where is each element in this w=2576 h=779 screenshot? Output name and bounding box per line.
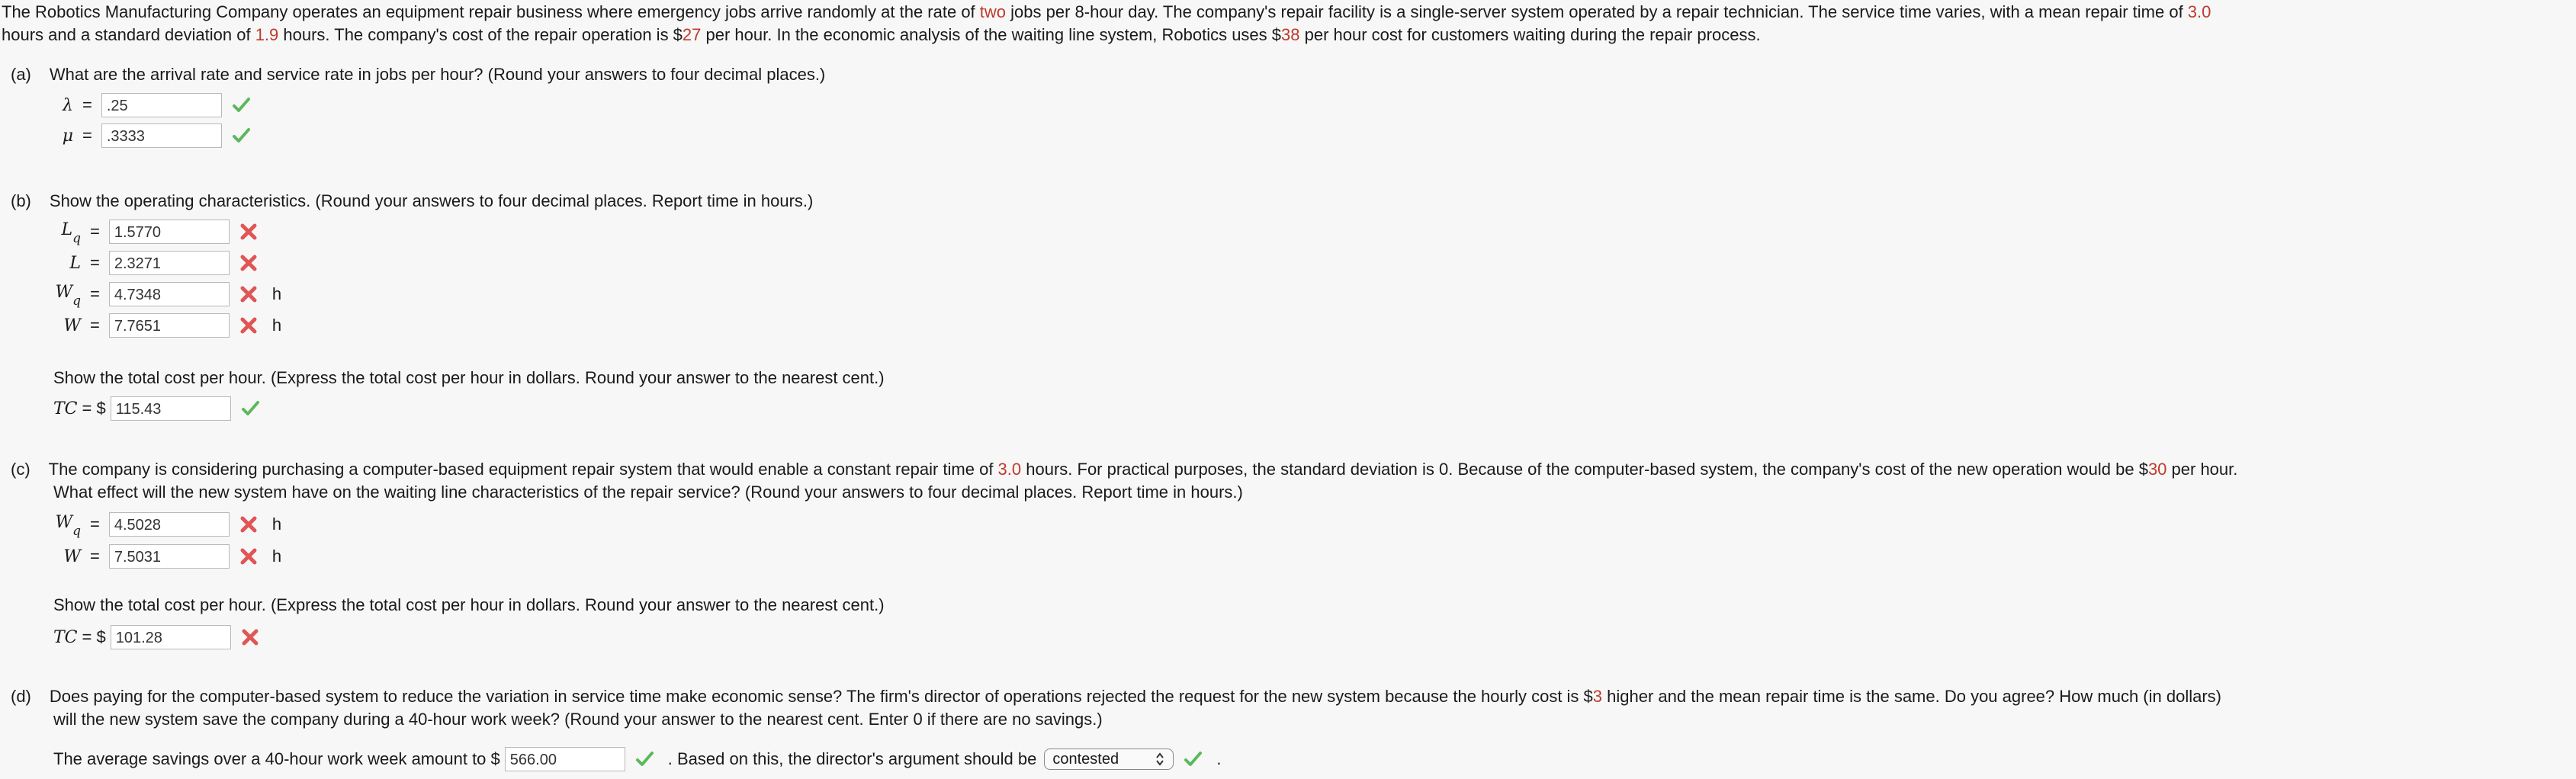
x-icon (240, 627, 260, 647)
tc-c-input[interactable]: 101.28 (111, 625, 231, 649)
wq-input[interactable]: 4.7348 (109, 282, 230, 306)
w-c-input[interactable]: 7.5031 (109, 544, 230, 569)
w-c-row: W = 7.5031 h (53, 543, 281, 570)
part-c-line-2: What effect will the new system have on the waiting line characteristics of the repair service? (Round your answers to four decimal places. Report time in hours.) (53, 482, 1243, 502)
wq-row: $W_q$ = 4.7348 h (53, 281, 281, 308)
tc-b-input[interactable]: 115.43 (111, 396, 231, 421)
tc-label: TC (53, 627, 78, 647)
mu-input[interactable]: .3333 (101, 123, 222, 148)
w-label: W (63, 316, 81, 335)
part-d-line-1: (d) Does paying for the computer-based system to reduce the variation in service time make economic sense? The firm's director of operations rejected the request for the new system because the hourly cost is $3 higher and the mean repair time is the same. Do you agree? How much (in dollars) (11, 687, 2221, 706)
x-icon (239, 547, 259, 566)
x-icon (239, 222, 259, 242)
part-c-line-1: (c) The company is considering purchasing a computer-based equipment repair system that would enable a constant repair time of 3.0 hours. For practical purposes, the standard deviation is 0. Because of the computer-based system, the company's cost of the new operation would be $30 per hour. (11, 460, 2238, 479)
lambda-label: λ (63, 95, 73, 115)
intro-line-1: The Robotics Manufacturing Company operates an equipment repair business where emergency jobs arrive randomly at the rate of two jobs per 8-hour day. The company's repair facility is a single-server system operated by a repair technician. The service time varies, with a mean repair time of 3.0 (2, 2, 2211, 21)
director-select-value: contested (1052, 750, 1119, 768)
lq-input[interactable]: 1.5770 (109, 220, 230, 244)
part-a-question: (a) What are the arrival rate and service rate in jobs per hour? (Round your answers to four decimal places.) (11, 65, 826, 84)
lq-label: $L_q$ (61, 220, 81, 246)
part-d-line-2: will the new system save the company during a 40-hour work week? (Round your answer to the nearest cent. Enter 0 if there are no savings.) (53, 710, 1103, 729)
wq-c-input[interactable]: 4.5028 (109, 512, 230, 537)
lq-row: $L_q$ = 1.5770 (53, 218, 259, 245)
sentence-end: . (1216, 749, 1222, 768)
part-c-cost-prompt: Show the total cost per hour. (Express the total cost per hour in dollars. Round your answer to the nearest cent.) (53, 595, 885, 614)
intro-line-2: hours and a standard deviation of 1.9 hours. The company's cost of the repair operation is $27 per hour. In the economic analysis of the waiting line system, Robotics uses $38 per hour cost for customers waiting during the repair process. (2, 25, 1761, 44)
updown-chevron-icon (1155, 752, 1165, 767)
check-icon (240, 399, 260, 418)
check-icon (634, 749, 654, 769)
savings-row (53, 745, 1221, 773)
mu-label: μ (62, 126, 73, 146)
director-prompt: . Based on this, the director's argument should be (667, 749, 1037, 768)
part-b-question: (b) Show the operating characteristics. (Round your answers to four decimal places. Report time in hours.) (11, 191, 814, 210)
wq-label: $W_q$ (55, 283, 81, 309)
part-b-cost-prompt: Show the total cost per hour. (Express the total cost per hour in dollars. Round your answer to the nearest cent.) (53, 368, 885, 387)
check-icon (231, 95, 251, 115)
unit-hours: h (271, 515, 282, 534)
x-icon (239, 316, 259, 335)
tc-label: TC (53, 399, 78, 418)
unit-hours: h (271, 284, 282, 303)
wq-c-label: $W_q$ (55, 513, 81, 539)
check-icon (231, 126, 251, 146)
lambda-input[interactable]: .25 (101, 93, 222, 117)
x-icon (239, 515, 259, 534)
lambda-row: λ = .25 (53, 91, 251, 119)
savings-input[interactable]: 566.00 (505, 747, 625, 771)
unit-hours: h (271, 316, 282, 335)
x-icon (239, 284, 259, 304)
wq-c-row: $W_q$ = 4.5028 h (53, 511, 281, 538)
tc-b-row: TC = $ 115.43 (53, 395, 260, 422)
director-select[interactable] (1044, 749, 1174, 770)
w-c-label: W (63, 547, 81, 566)
tc-c-row: TC = $ 101.28 (53, 624, 260, 651)
l-row: L = 2.3271 (53, 249, 259, 277)
l-input[interactable]: 2.3271 (109, 251, 230, 275)
unit-hours: h (271, 547, 282, 566)
w-input[interactable]: 7.7651 (109, 313, 230, 338)
savings-prompt: The average savings over a 40-hour work week amount to $ (53, 749, 500, 768)
w-row: W = 7.7651 h (53, 312, 281, 339)
mu-row: μ = .3333 (53, 122, 251, 149)
x-icon (239, 253, 259, 273)
check-icon (1183, 749, 1203, 769)
l-label: L (69, 253, 81, 273)
